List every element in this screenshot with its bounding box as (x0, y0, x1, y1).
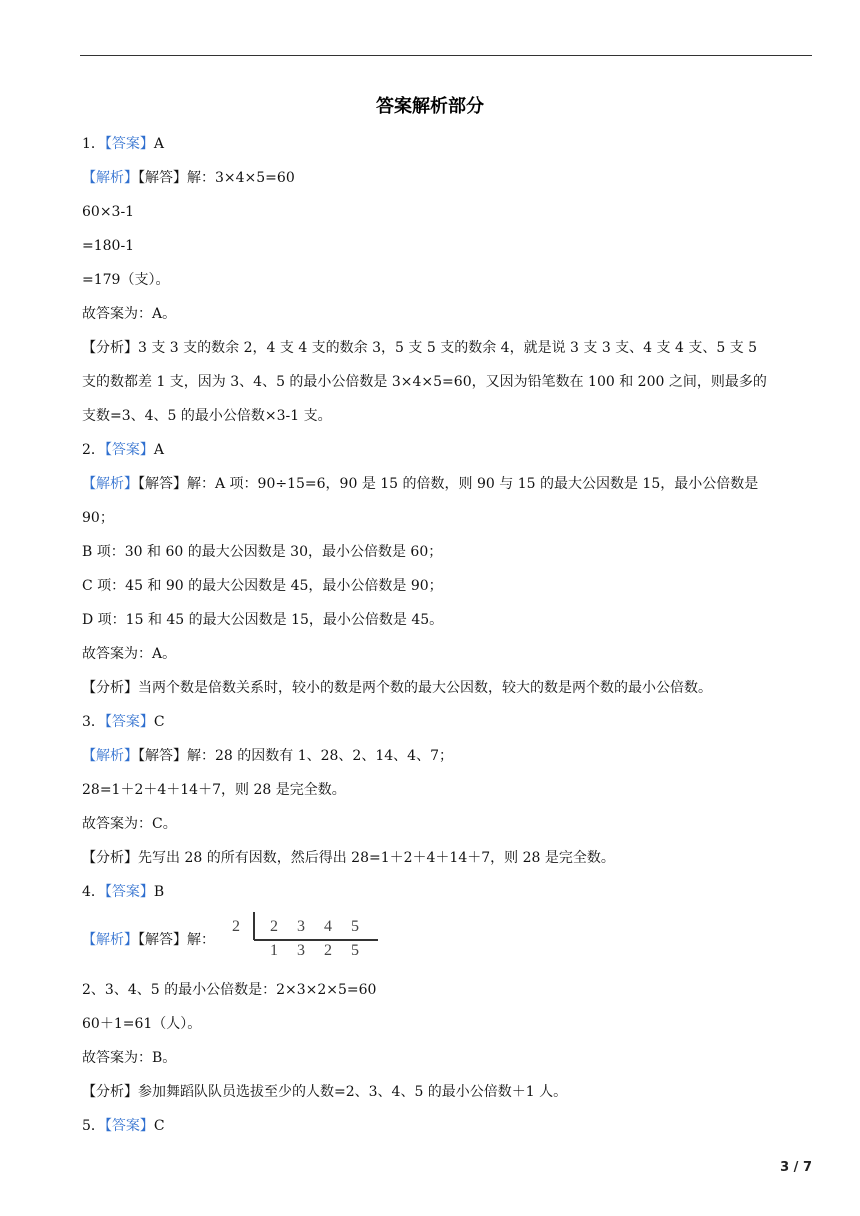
header-rule (80, 55, 812, 56)
line-text: 【解答】解：28 的因数有 1、28、2、14、4、7； (138, 748, 453, 764)
line-text: 28=1＋2＋4＋14＋7，则 28 是完全数。 (82, 782, 346, 798)
line-text: 【解答】解：A 项：90÷15=6，90 是 15 的倍数，则 90 与 15 的最大公因数是 15，最小公倍数是 (138, 476, 759, 492)
division-dividend: 2 (270, 918, 278, 935)
line-text: 【分析】3 支 3 支的数余 2，4 支 4 支的数余 3，5 支 5 支的数余 4，就是说 3 支 3 支、4 支 4 支、5 支 5 (82, 340, 758, 356)
answer-line-q1-l3 (82, 202, 134, 222)
line-text: C (153, 714, 165, 730)
line-text: B (153, 884, 165, 900)
answer-line-q4-l4 (82, 1014, 201, 1034)
line-text: 故答案为：C。 (82, 816, 177, 832)
division-divisor: 2 (232, 918, 240, 935)
division-dividend: 4 (324, 918, 332, 935)
line-text: 【分析】当两个数是倍数关系时，较小的数是两个数的最大公因数，较大的数是两个数的最小公倍数。 (82, 680, 712, 696)
answer-line-q2-l7 (82, 644, 176, 664)
answer-line-q4-solution (82, 930, 215, 950)
line-text: A (153, 136, 165, 152)
page-number: 3 / 7 (780, 1160, 812, 1175)
answer-line-q2-l8 (82, 678, 712, 698)
answer-line-q1-answer (82, 134, 164, 154)
answer-line-q1-l7 (82, 338, 757, 358)
analysis-tag: 【解析】 (82, 932, 138, 948)
line-text: 2、3、4、5 的最小公倍数是：2×3×2×5=60 (82, 982, 377, 998)
line-text: 【解答】解：3×4×5=60 (138, 170, 295, 186)
answer-line-q4-l5 (82, 1048, 176, 1068)
answer-tag: 【答案】 (104, 136, 154, 152)
division-quotient: 3 (297, 942, 305, 959)
short-division-figure (230, 910, 380, 962)
answer-line-q4-l6 (82, 1082, 567, 1102)
line-text: C (153, 1118, 165, 1134)
answer-line-q1-l6 (82, 304, 176, 324)
question-number: 2． (82, 442, 105, 458)
answer-tag: 【答案】 (104, 714, 154, 730)
division-quotient: 1 (270, 942, 278, 959)
line-text: 60×3-1 (82, 204, 135, 220)
line-text: =179（支）。 (82, 272, 170, 288)
line-text: C 项：45 和 90 的最大公因数是 45，最小公倍数是 90； (82, 578, 443, 594)
line-text: 60＋1=61（人）。 (82, 1016, 202, 1032)
line-text: 【分析】先写出 28 的所有因数，然后得出 28=1＋2＋4＋14＋7，则 28 是完全数。 (82, 850, 615, 866)
answer-line-q1-l4 (82, 236, 134, 256)
line-text: 【解答】解： (138, 932, 215, 948)
line-text: 90； (82, 510, 114, 526)
answer-line-q3-l4 (82, 814, 177, 834)
answer-tag: 【答案】 (104, 884, 154, 900)
line-text: D 项：15 和 45 的最大公因数是 15，最小公倍数是 45。 (82, 612, 444, 628)
question-number: 3． (82, 714, 105, 730)
line-text: 【分析】参加舞蹈队队员选拔至少的人数=2、3、4、5 的最小公倍数＋1 人。 (82, 1084, 568, 1100)
question-number: 5． (82, 1118, 105, 1134)
answer-line-q3-solution (82, 746, 453, 766)
division-dividend: 3 (297, 918, 305, 935)
answer-line-q1-solution (82, 168, 295, 188)
line-text: A (153, 442, 165, 458)
answer-line-q1-l8 (82, 372, 767, 392)
answer-line-q2-answer (82, 440, 164, 460)
answer-line-q1-l9 (82, 406, 332, 426)
division-quotient: 2 (324, 942, 332, 959)
line-text: =180-1 (82, 238, 135, 254)
answer-line-q3-answer (82, 712, 165, 732)
answer-line-q5-answer (82, 1116, 165, 1136)
answer-line-q2-solution (82, 474, 758, 494)
division-dividend: 5 (351, 918, 359, 935)
analysis-tag: 【解析】 (82, 476, 138, 492)
answer-line-q2-l5 (82, 576, 443, 596)
answer-tag: 【答案】 (104, 442, 154, 458)
answer-line-q3-l5 (82, 848, 615, 868)
answer-line-q4-answer (82, 882, 164, 902)
analysis-tag: 【解析】 (82, 748, 138, 764)
line-text: 故答案为：A。 (82, 646, 177, 662)
page-title: 答案解析部分 (376, 96, 484, 117)
line-text: B 项：30 和 60 的最大公因数是 30，最小公倍数是 60； (82, 544, 443, 560)
answer-line-q1-l5 (82, 270, 169, 290)
line-text: 故答案为：A。 (82, 306, 177, 322)
answer-line-q2-l4 (82, 542, 442, 562)
question-number: 1． (82, 136, 105, 152)
analysis-tag: 【解析】 (82, 170, 138, 186)
line-text: 故答案为：B。 (82, 1050, 177, 1066)
question-number: 4． (82, 884, 105, 900)
line-text: 支数=3、4、5 的最小公倍数×3-1 支。 (82, 408, 332, 424)
answer-tag: 【答案】 (104, 1118, 154, 1134)
line-text: 支的数都差 1 支，因为 3、4、5 的最小公倍数是 3×4×5=60，又因为铅笔数在 100 和 200 之间，则最多的 (82, 374, 767, 390)
division-quotient: 5 (351, 942, 359, 959)
answer-line-q3-l3 (82, 780, 346, 800)
answer-line-q2-l3 (82, 508, 114, 528)
answer-line-q4-l3 (82, 980, 376, 1000)
answer-line-q2-l6 (82, 610, 443, 630)
